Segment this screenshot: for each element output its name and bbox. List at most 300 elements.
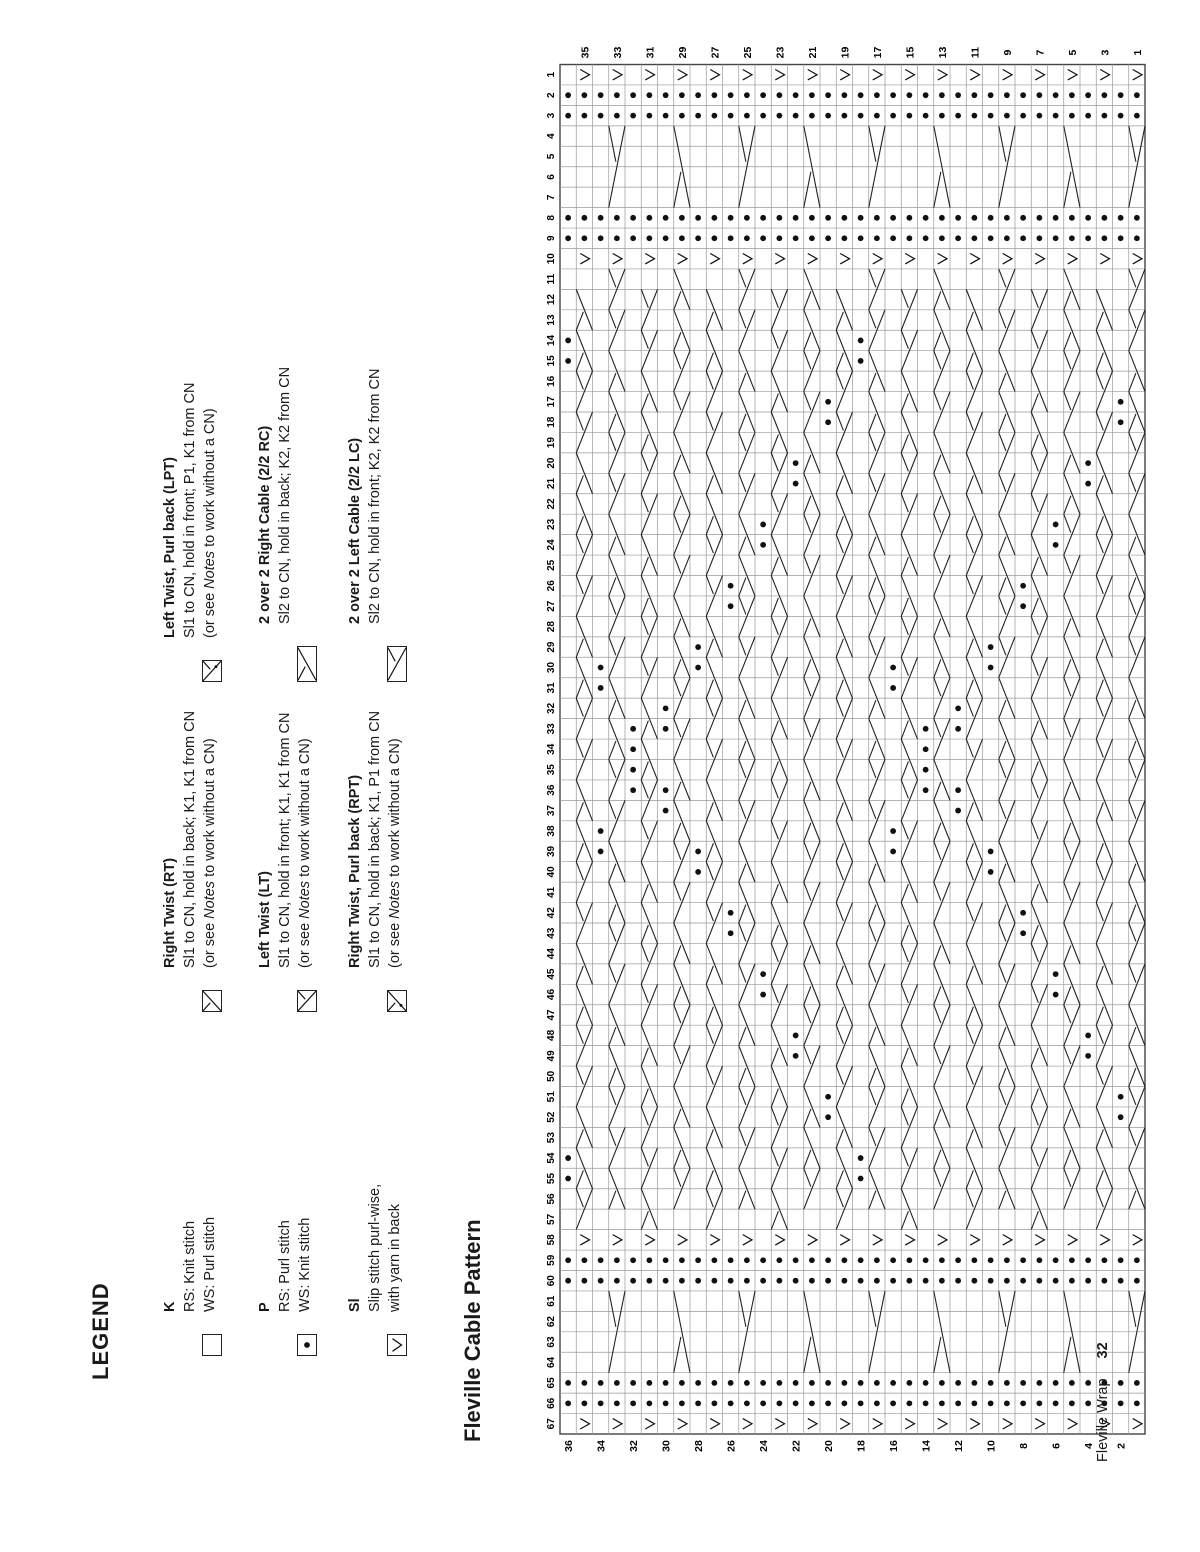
stitch-number: 16: [546, 375, 557, 387]
legend-line: RS: Knit stitch: [182, 1220, 198, 1312]
purl-dot: [711, 92, 717, 98]
purl-dot: [695, 869, 701, 875]
purl-dot: [890, 113, 896, 119]
purl-dot: [598, 828, 604, 834]
right-cable-icon: [297, 646, 317, 682]
row-number: 34: [595, 1440, 608, 1452]
purl-dot: [1053, 522, 1059, 528]
purl-dot: [1134, 1257, 1140, 1263]
purl-dot: [1020, 603, 1026, 609]
purl-dot: [988, 215, 994, 221]
legend-text-sl: [345, 1184, 405, 1312]
purl-dot: [663, 808, 669, 814]
purl-dot: [1134, 215, 1140, 221]
purl-dot: [581, 1278, 587, 1284]
left-purl-twist-icon: [202, 660, 222, 682]
legend-line: (or see Notes to work without a CN): [387, 738, 403, 968]
purl-dot: [809, 1278, 815, 1284]
purl-dot: [1085, 92, 1091, 98]
purl-dot: [858, 1176, 864, 1182]
purl-dot: [1069, 1380, 1075, 1386]
purl-dot: [1069, 1278, 1075, 1284]
stitch-number: 39: [546, 845, 557, 858]
purl-dot: [776, 1257, 782, 1263]
purl-dot: [1134, 1400, 1140, 1406]
purl-dot: [874, 1380, 880, 1386]
purl-dot: [939, 1380, 945, 1386]
row-number: 6: [1050, 1443, 1063, 1449]
purl-dot: [1020, 910, 1026, 916]
legend-text-rpt: [345, 711, 405, 968]
purl-dot: [679, 1380, 685, 1386]
purl-dot: [874, 92, 880, 98]
stitch-number: 49: [546, 1050, 557, 1062]
purl-dot: [1118, 215, 1124, 221]
purl-dot: [1134, 1278, 1140, 1284]
purl-dot: [939, 113, 945, 119]
purl-dot: [679, 92, 685, 98]
legend-line: Sl2 to CN, hold in front; K2, K2 from CN: [367, 368, 383, 624]
purl-dot: [1069, 215, 1075, 221]
purl-dot: [1118, 1400, 1124, 1406]
purl-dot: [1020, 1400, 1026, 1406]
purl-dot: [679, 235, 685, 241]
purl-dot: [890, 849, 896, 855]
purl-dot: [728, 113, 734, 119]
purl-dot: [939, 1278, 945, 1284]
purl-dot: [1053, 215, 1059, 221]
purl-dot: [646, 1278, 652, 1284]
purl-dot: [1085, 215, 1091, 221]
purl-dot: [1118, 235, 1124, 241]
purl-dot: [695, 644, 701, 650]
purl-dot: [825, 1278, 831, 1284]
row-number: 31: [644, 46, 657, 59]
purl-dot: [809, 92, 815, 98]
left-cable-icon: [387, 646, 407, 682]
purl-dot: [728, 603, 734, 609]
purl-dot: [825, 419, 831, 425]
slip-icon: [387, 1334, 407, 1356]
purl-dot: [988, 869, 994, 875]
stitch-number: 59: [546, 1254, 557, 1266]
purl-dot: [906, 1400, 912, 1406]
purl-dot: [939, 215, 945, 221]
purl-dot: [1118, 113, 1124, 119]
purl-dot: [728, 92, 734, 98]
purl-dot: [1053, 1400, 1059, 1406]
legend-title: LEGEND: [88, 1282, 113, 1380]
purl-dot: [1118, 1114, 1124, 1120]
purl-dot: [695, 113, 701, 119]
purl-dot: [955, 1257, 961, 1263]
purl-dot: [825, 215, 831, 221]
stitch-number: 56: [546, 1193, 557, 1205]
purl-dot: [565, 92, 571, 98]
stitch-number: 61: [546, 1295, 557, 1307]
purl-dot: [646, 235, 652, 241]
purl-dot: [955, 215, 961, 221]
purl-dot: [565, 1176, 571, 1182]
purl-dot: [1118, 1257, 1124, 1263]
purl-dot: [728, 930, 734, 936]
stitch-number: 22: [546, 498, 557, 510]
purl-dot: [1134, 92, 1140, 98]
stitch-number: 15: [546, 355, 557, 367]
stitch-number: 33: [546, 723, 557, 735]
stitch-number: 1: [546, 71, 557, 78]
row-number: 11: [969, 46, 982, 59]
purl-dot: [858, 235, 864, 241]
purl-dot: [663, 705, 669, 711]
purl-dot: [971, 113, 977, 119]
purl-dot: [793, 1400, 799, 1406]
purl-dot: [760, 971, 766, 977]
purl-dot: [793, 481, 799, 487]
purl-dot: [663, 215, 669, 221]
row-number: 28: [693, 1440, 706, 1452]
stitch-number: 5: [546, 153, 557, 160]
purl-dot: [971, 215, 977, 221]
purl-dot: [793, 215, 799, 221]
purl-dot: [630, 726, 636, 732]
legend-text-p: [255, 1218, 315, 1312]
purl-dot: [1118, 399, 1124, 405]
purl-dot: [614, 1278, 620, 1284]
stitch-number: 67: [546, 1418, 557, 1430]
purl-dot: [923, 787, 929, 793]
purl-dot: [565, 338, 571, 344]
purl-dot: [1020, 92, 1026, 98]
purl-dot: [890, 1380, 896, 1386]
purl-dot: [841, 1278, 847, 1284]
purl-dot: [1101, 92, 1107, 98]
purl-dot: [923, 215, 929, 221]
purl-dot: [565, 358, 571, 364]
purl-dot: [581, 215, 587, 221]
purl-dot: [923, 92, 929, 98]
purl-dot: [1004, 113, 1010, 119]
purl-dot: [744, 215, 750, 221]
purl-dot: [825, 1380, 831, 1386]
purl-dot: [1101, 113, 1107, 119]
purl-dot: [906, 113, 912, 119]
purl-dot: [988, 1380, 994, 1386]
stitch-number: 3: [546, 112, 557, 119]
purl-dot: [581, 235, 587, 241]
purl-dot: [923, 767, 929, 773]
purl-dot: [760, 1400, 766, 1406]
purl-dot: [630, 1278, 636, 1284]
purl-dot: [841, 1257, 847, 1263]
purl-dot: [630, 1400, 636, 1406]
purl-dot: [1020, 235, 1026, 241]
purl-dot: [858, 92, 864, 98]
purl-dot: [695, 92, 701, 98]
purl-dot: [598, 1400, 604, 1406]
purl-dot: [598, 113, 604, 119]
purl-dot: [663, 235, 669, 241]
stitch-number: 11: [546, 273, 557, 285]
row-number: 36: [563, 1440, 576, 1452]
legend-name: Right Twist (RT): [162, 857, 178, 968]
legend-line: Sl1 to CN, hold in back; K1, P1 from CN: [367, 710, 383, 968]
purl-dot: [630, 92, 636, 98]
right-twist-icon: [202, 990, 222, 1012]
row-number: 3: [1099, 49, 1112, 56]
purl-dot: [646, 113, 652, 119]
purl-dot: [760, 992, 766, 998]
purl-dot: [598, 685, 604, 691]
stitch-number: 64: [546, 1356, 557, 1369]
purl-dot: [565, 1380, 571, 1386]
purl-dot: [581, 1257, 587, 1263]
purl-dot: [1069, 92, 1075, 98]
row-number: 5: [1066, 49, 1079, 56]
purl-dot: [776, 113, 782, 119]
purl-dot: [728, 235, 734, 241]
legend-line: Slip stitch purl-wise,: [367, 1183, 383, 1312]
purl-dot: [793, 1278, 799, 1284]
purl-dot: [1036, 92, 1042, 98]
purl-dot: [1053, 1257, 1059, 1263]
purl-dot: [646, 1380, 652, 1386]
purl-dot: [906, 1257, 912, 1263]
purl-dot: [1085, 460, 1091, 466]
stitch-number: 4: [546, 133, 557, 139]
legend-name: Sl: [347, 1298, 363, 1312]
purl-dot: [906, 215, 912, 221]
stitch-number: 35: [546, 764, 557, 776]
stitch-number: 60: [546, 1275, 557, 1287]
purl-dot: [598, 1380, 604, 1386]
purl-dot: [711, 1257, 717, 1263]
purl-dot: [598, 665, 604, 671]
legend-text-lpt: [160, 383, 220, 638]
legend-name: 2 over 2 Left Cable (2/2 LC): [347, 437, 363, 624]
page-footer: [1095, 1342, 1111, 1462]
purl-dot: [1036, 1400, 1042, 1406]
purl-dot: [890, 685, 896, 691]
purl-dot: [744, 1400, 750, 1406]
stitch-number: 30: [546, 661, 557, 674]
purl-dot: [1036, 1380, 1042, 1386]
stitch-number: 9: [546, 235, 557, 242]
purl-dot: [711, 235, 717, 241]
purl-dot: [1004, 235, 1010, 241]
legend-line: (or see Notes to work without a CN): [202, 738, 218, 968]
stitch-number: 50: [546, 1070, 557, 1082]
legend-line: WS: Knit stitch: [297, 1217, 313, 1312]
purl-dot: [760, 215, 766, 221]
purl-dot: [744, 1257, 750, 1263]
purl-dot: [955, 92, 961, 98]
purl-dot: [711, 1278, 717, 1284]
row-number: 19: [839, 46, 852, 59]
purl-dot: [1134, 235, 1140, 241]
purl-dot: [1134, 113, 1140, 119]
purl-dot: [598, 92, 604, 98]
purl-dot: [825, 399, 831, 405]
legend-text-lc: [345, 369, 385, 624]
stitch-number: 44: [546, 948, 557, 960]
purl-dot: [809, 1257, 815, 1263]
purl-dot: [776, 235, 782, 241]
purl-dot: [858, 113, 864, 119]
purl-dot: [728, 910, 734, 916]
purl-dot: [776, 1278, 782, 1284]
row-number: 9: [1001, 49, 1014, 56]
stitch-number: 58: [546, 1234, 557, 1246]
purl-dot: [809, 1380, 815, 1386]
row-number: 22: [790, 1440, 803, 1452]
purl-dot: [630, 746, 636, 752]
purl-dot: [776, 1380, 782, 1386]
stitch-number: 8: [546, 215, 557, 221]
stitch-number: 55: [546, 1172, 557, 1185]
purl-dot: [630, 113, 636, 119]
row-number: 29: [676, 46, 689, 59]
purl-dot: [630, 767, 636, 773]
stitch-number: 34: [546, 743, 557, 755]
purl-dot: [663, 1380, 669, 1386]
purl-dot: [744, 92, 750, 98]
purl-dot: [906, 92, 912, 98]
legend-text-rt: [160, 711, 220, 968]
legend-text-lt: [255, 713, 315, 968]
purl-dot: [971, 1278, 977, 1284]
row-number: 21: [806, 46, 819, 59]
purl-dot: [614, 1257, 620, 1263]
purl-dot: [1085, 1278, 1091, 1284]
purl-dot: [890, 828, 896, 834]
purl-dot: [679, 215, 685, 221]
purl-dot: [728, 1278, 734, 1284]
purl-dot: [988, 1257, 994, 1263]
purl-dot: [663, 92, 669, 98]
purl-dot: [695, 849, 701, 855]
purl-dot: [1004, 1278, 1010, 1284]
stitch-number: 65: [546, 1377, 557, 1389]
purl-dot: [793, 1380, 799, 1386]
stitch-number: 10: [546, 253, 557, 265]
purl-dot: [955, 113, 961, 119]
purl-dot: [890, 92, 896, 98]
purl-dot: [858, 1257, 864, 1263]
purl-dot: [1053, 542, 1059, 548]
purl-dot: [825, 1114, 831, 1120]
purl-dot: [776, 1400, 782, 1406]
purl-dot: [858, 1155, 864, 1161]
purl-dot: [793, 1257, 799, 1263]
stitch-number: 18: [546, 416, 557, 428]
purl-dot: [711, 1380, 717, 1386]
purl-dot: [890, 1257, 896, 1263]
stitch-number: 2: [546, 92, 557, 98]
purl-dot: [663, 1278, 669, 1284]
purl-dot: [614, 113, 620, 119]
purl-dot: [1020, 215, 1026, 221]
purl-dot: [1053, 1278, 1059, 1284]
purl-dot: [614, 1400, 620, 1406]
purl-dot: [614, 215, 620, 221]
stitch-number: 45: [546, 968, 557, 980]
purl-dot: [874, 1400, 880, 1406]
purl-dot: [695, 215, 701, 221]
purl-dot: [1101, 1278, 1107, 1284]
purl-dot: [923, 1400, 929, 1406]
row-number: 16: [888, 1440, 901, 1452]
stitch-number: 26: [546, 580, 557, 592]
legend-name: Right Twist, Purl back (RPT): [347, 774, 363, 968]
purl-dot: [825, 113, 831, 119]
stitch-number: 66: [546, 1397, 557, 1409]
purl-dot: [955, 1380, 961, 1386]
purl-dot: [841, 92, 847, 98]
row-number: 15: [904, 46, 917, 59]
purl-dot: [630, 787, 636, 793]
purl-dot: [971, 92, 977, 98]
purl-dot: [955, 787, 961, 793]
purl-dot: [760, 1380, 766, 1386]
purl-dot: [1053, 113, 1059, 119]
purl-dot: [646, 1257, 652, 1263]
purl-dot: [858, 338, 864, 344]
stitch-number: 51: [546, 1091, 557, 1103]
purl-dot: [598, 849, 604, 855]
purl-dot: [890, 665, 896, 671]
purl-dot: [1118, 419, 1124, 425]
purl-dot: [581, 92, 587, 98]
row-number: 30: [660, 1440, 673, 1452]
purl-dot: [630, 1257, 636, 1263]
row-number: 7: [1034, 49, 1047, 56]
page-number: 32: [1095, 1342, 1111, 1359]
purl-dot: [760, 542, 766, 548]
purl-dot: [1069, 113, 1075, 119]
purl-dot: [955, 808, 961, 814]
purl-dot: [809, 235, 815, 241]
purl-dot: [923, 726, 929, 732]
purl-dot: [1036, 235, 1042, 241]
purl-dot: [663, 1400, 669, 1406]
purl-dot: [663, 1257, 669, 1263]
stitch-number: 63: [546, 1336, 557, 1348]
purl-dot: [923, 1257, 929, 1263]
purl-dot: [614, 1380, 620, 1386]
purl-dot: [598, 235, 604, 241]
purl-dot: [679, 1257, 685, 1263]
stitch-number: 42: [546, 907, 557, 919]
legend-text-rc: [255, 367, 295, 624]
stitch-number: 6: [546, 174, 557, 180]
stitch-number: 7: [546, 194, 557, 201]
legend-line: with yarn in back: [387, 1204, 403, 1312]
left-twist-icon: [297, 990, 317, 1012]
purl-dot: [841, 113, 847, 119]
purl-dot: [1118, 1278, 1124, 1284]
purl-dot: [695, 1278, 701, 1284]
purl-dot: [581, 1400, 587, 1406]
stitch-number: 32: [546, 702, 557, 714]
stitch-number: 43: [546, 927, 557, 939]
purl-dot: [1020, 1278, 1026, 1284]
purl-dot: [728, 1380, 734, 1386]
purl-dot: [728, 1400, 734, 1406]
purl-dot: [825, 1094, 831, 1100]
purl-dot: [760, 92, 766, 98]
purl-dot: [988, 849, 994, 855]
